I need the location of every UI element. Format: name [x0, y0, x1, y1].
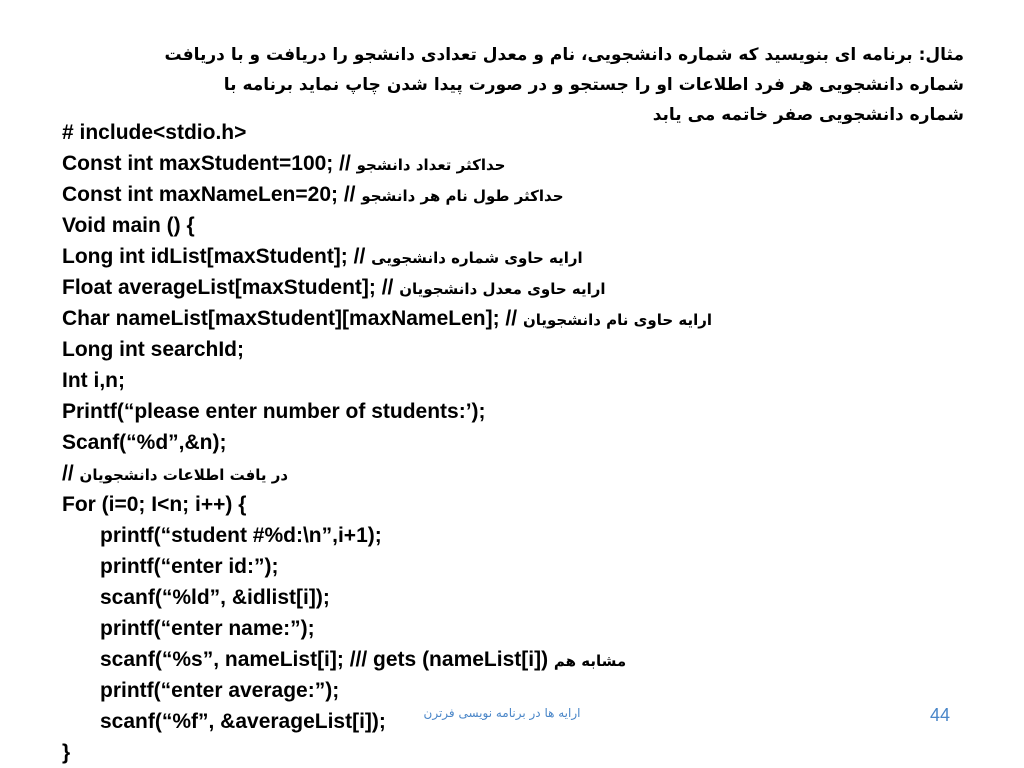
code-line-scanf-name [62, 644, 982, 675]
code-line-searchid: Long int searchId; [62, 338, 245, 361]
code-line-namelist [62, 303, 982, 334]
description-line-2: شماره دانشجویی هر فرد اطلاعات او را جستجو و در صورت پیدا شدن چاپ نماید برنامه با [223, 75, 964, 95]
code-text: Const int maxNameLen=20; // [62, 183, 356, 206]
code-line-scanf-average: scanf(“%f”, &averageList[i]); [100, 710, 386, 733]
code-comment: در یافت اطلاعات دانشجویان [79, 466, 289, 484]
code-line-scanf-n: Scanf(“%d”,&n); [62, 431, 227, 454]
code-line-idlist [62, 241, 982, 272]
footer-title: ارایه ها در برنامه نویسی فرترن [423, 706, 581, 720]
code-text: Float averageList[maxStudent]; // [62, 276, 394, 299]
code-line-close-brace: } [62, 741, 71, 764]
code-listing [62, 117, 982, 768]
code-line-printf-student: printf(“student #%d:\n”,i+1); [100, 524, 382, 547]
code-comment: ارایه حاوی معدل دانشجویان [399, 280, 606, 298]
code-line-scanf-id: scanf(“%ld”, &idlist[i]); [100, 586, 330, 609]
code-line-comment-receive [62, 458, 982, 489]
code-text: scanf(“%s”, nameList[i]; /// gets (nameList[i]) [100, 648, 549, 671]
code-line-printf-average: printf(“enter average:”); [100, 679, 340, 702]
code-line-printf-name: printf(“enter name:”); [100, 617, 315, 640]
code-line-main: Void main () { [62, 214, 195, 237]
code-text: Const int maxStudent=100; // [62, 152, 351, 175]
code-comment: حداکثر تعداد دانشجو [356, 156, 506, 174]
code-line-for: For (i=0; I<n; i++) { [62, 493, 247, 516]
code-line-printf-prompt: Printf(“please enter number of students:’); [62, 400, 486, 423]
description-line-3: شماره دانشجویی صفر خاتمه می یابد [652, 105, 964, 125]
code-comment: ارایه حاوی نام دانشجویان [522, 311, 713, 329]
code-text: Char nameList[maxStudent][maxNameLen]; // [62, 307, 518, 330]
code-line-vars: Int i,n; [62, 369, 125, 392]
code-text: Long int idList[maxStudent]; // [62, 245, 366, 268]
code-comment: حداکثر طول نام هر دانشجو [361, 187, 564, 205]
code-line-include: # include<stdio.h> [62, 121, 247, 144]
page-number: 44 [930, 705, 951, 725]
code-line-maxstudent [62, 148, 982, 179]
code-line-maxnamelen [62, 179, 982, 210]
code-line-averagelist [62, 272, 982, 303]
code-comment: مشابه هم [553, 652, 627, 670]
code-line-printf-id: printf(“enter id:”); [100, 555, 279, 578]
code-text: // [62, 462, 74, 485]
code-comment: ارایه حاوی شماره دانشجویی [371, 249, 583, 267]
description-line-1: مثال: برنامه ای بنویسید که شماره دانشجویی، نام و معدل تعدادی دانشجو را دریافت و با دریافت [164, 45, 964, 65]
